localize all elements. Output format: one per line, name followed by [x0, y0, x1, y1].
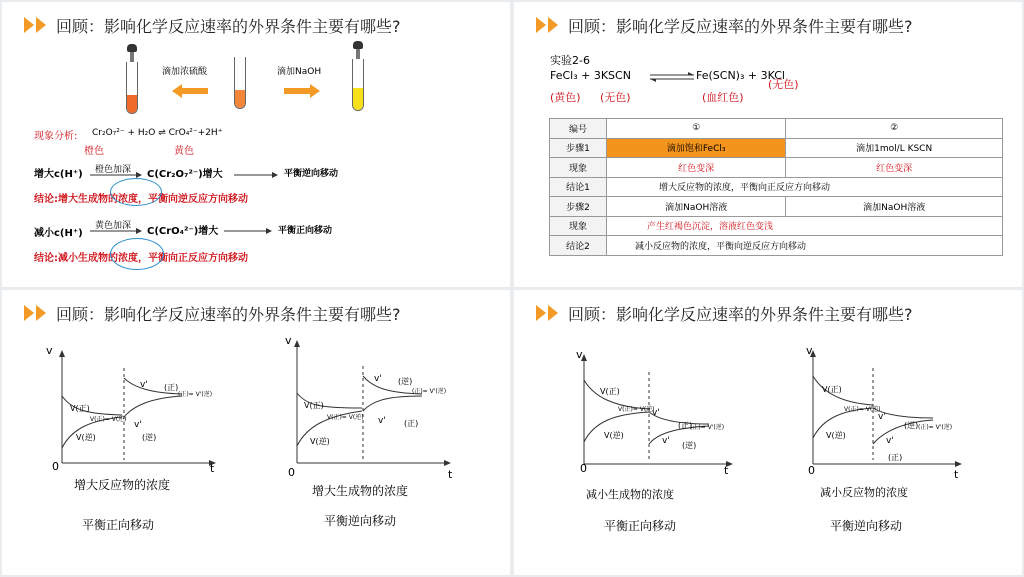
- conclusion-1: 结论:增大生成物的浓度，平衡向逆反应方向移动: [34, 194, 248, 205]
- decrease-h-label: 减小c(H⁺): [34, 228, 83, 239]
- axis-v-label: v: [806, 344, 813, 357]
- table-row: [550, 216, 1003, 236]
- add-naoh-label: 滴加NaOH: [277, 67, 322, 77]
- table-cell: 现象: [550, 216, 607, 236]
- test-tube-orange: [234, 57, 246, 109]
- slide-3[interactable]: [2, 290, 510, 575]
- table-cell: 增大反应物的浓度，平衡向正反应方向移动: [607, 177, 1003, 197]
- graph-4-result: 平衡逆向移动: [830, 519, 903, 533]
- v-forward-label: V(正): [70, 404, 90, 413]
- increase-h-label: 增大c(H⁺): [34, 169, 83, 180]
- graph-1-result: 平衡正向移动: [82, 518, 155, 532]
- origin-label: 0: [808, 464, 815, 477]
- chevron-icon: [24, 305, 48, 321]
- experiment-label: 实验2-6: [550, 54, 590, 67]
- chevron-icon: [536, 17, 560, 33]
- conclusion-2: 结论:减小生成物的浓度，平衡向正反应方向移动: [34, 253, 248, 264]
- table-cell: 产生红褐色沉淀，溶液红色变浅: [607, 216, 1003, 236]
- table-row: [550, 138, 1003, 158]
- v-forward-label: V(正): [304, 401, 324, 410]
- table-row: [550, 177, 1003, 197]
- table-cell: 滴加NaOH溶液: [607, 197, 786, 217]
- reverse-label: (逆): [142, 433, 157, 442]
- phenomenon-label: 现象分析:: [34, 131, 78, 142]
- graph-3-caption: 减小生成物的浓度: [586, 488, 674, 501]
- v-forward-label: V(正): [600, 387, 620, 396]
- colorless-label: (无色): [600, 91, 631, 104]
- blood-red-label: (血红色): [702, 91, 744, 104]
- test-tube-orange-deep: [126, 62, 138, 114]
- equal-prime-label: (正)= V'(逆): [918, 424, 953, 431]
- reverse-label: (逆): [398, 377, 413, 386]
- axis-t-label: t: [954, 468, 959, 481]
- chevron-icon: [24, 17, 48, 33]
- table-cell: 结论1: [550, 177, 607, 197]
- equilibrium-arrow-icon: [650, 72, 694, 82]
- table-cell: 步骤2: [550, 197, 607, 217]
- forward-label: (正): [164, 383, 179, 392]
- shift-reverse-label: 平衡逆向移动: [284, 169, 339, 179]
- equation-right: Fe(SCN)₃ + 3KCl: [696, 69, 785, 82]
- right-arrow-icon: [284, 84, 320, 98]
- v-prime-label: v': [140, 380, 148, 390]
- equal-rate-label: V(正)= V(逆): [90, 416, 127, 423]
- table-row: [550, 119, 1003, 139]
- experiment-table: [549, 118, 1003, 256]
- table-cell: 减小反应物的浓度，平衡向逆反应方向移动: [607, 236, 1003, 256]
- arrow-icon: [90, 228, 142, 234]
- forward-label: (正): [888, 453, 903, 462]
- table-cell: 红色变深: [607, 158, 786, 178]
- graph-2-caption: 增大生成物的浓度: [312, 484, 409, 498]
- axis-v-label: v: [46, 344, 53, 357]
- table-cell: 结论2: [550, 236, 607, 256]
- table-cell: 滴加NaOH溶液: [786, 197, 1003, 217]
- origin-label: 0: [288, 466, 295, 479]
- v-prime-label: v': [652, 408, 660, 418]
- slide-title: 回顾：影响化学反应速率的外界条件主要有哪些?: [568, 16, 913, 36]
- v-prime-label: v': [134, 420, 142, 430]
- vt-graph-1: [42, 348, 222, 468]
- arrow-icon: [224, 228, 272, 234]
- slide-4[interactable]: [514, 290, 1022, 575]
- axis-t-label: t: [724, 464, 729, 477]
- table-cell: 滴加饱和FeCl₃: [607, 138, 786, 158]
- table-cell: ②: [786, 119, 1003, 139]
- equal-rate-label: V(正)= V(逆): [618, 406, 655, 413]
- forward-label: (正): [404, 419, 419, 428]
- axis-v-label: v: [576, 348, 583, 361]
- v-reverse-label: V(逆): [310, 437, 330, 446]
- v-reverse-label: V(逆): [76, 433, 96, 442]
- colorless-label-2: (无色): [768, 78, 799, 91]
- v-prime-label: v': [378, 416, 386, 426]
- v-reverse-label: V(逆): [604, 431, 624, 440]
- table-cell: 红色变深: [786, 158, 1003, 178]
- equal-prime-label: (正)= V'(逆): [412, 388, 447, 395]
- slide-title: 回顾：影响化学反应速率的外界条件主要有哪些?: [568, 304, 913, 324]
- slide-header: [536, 14, 913, 36]
- equal-prime-label: (正)= V'(逆): [690, 424, 725, 431]
- graph-1-caption: 增大反应物的浓度: [74, 478, 171, 492]
- slide-title: 回顾：影响化学反应速率的外界条件主要有哪些?: [56, 16, 401, 36]
- v-prime-label: v': [878, 412, 886, 422]
- orange-label: 橙色: [84, 146, 104, 157]
- shift-forward-label: 平衡正向移动: [278, 226, 333, 236]
- graph-3-result: 平衡正向移动: [604, 519, 677, 533]
- equation-left: FeCl₃ + 3KSCN: [550, 69, 631, 82]
- yellow-color-label: (黄色): [550, 91, 581, 104]
- axis-v-label: v: [285, 334, 292, 347]
- slide-2[interactable]: [514, 2, 1022, 287]
- table-cell: ①: [607, 119, 786, 139]
- reaction-equation: Cr₂O₇²⁻ + H₂O ⇌ CrO₄²⁻+2H⁺: [92, 128, 223, 138]
- vt-graph-4: [798, 348, 968, 472]
- reverse-label: (逆): [682, 441, 697, 450]
- test-tube-yellow: [352, 59, 364, 111]
- table-row: [550, 236, 1003, 256]
- axis-t-label: t: [210, 462, 215, 475]
- highlight-oval: [110, 178, 162, 206]
- arrow-icon: [234, 172, 278, 178]
- highlight-oval: [110, 238, 164, 270]
- orange-deepen-label: 橙色加深: [95, 165, 132, 175]
- v-prime-label: v': [662, 436, 670, 446]
- table-cell: 编号: [550, 119, 607, 139]
- slide-header: [24, 302, 401, 324]
- reverse-label: (逆): [904, 421, 919, 430]
- v-reverse-label: V(逆): [826, 431, 846, 440]
- graph-2-result: 平衡逆向移动: [324, 514, 397, 528]
- axis-t-label: t: [448, 468, 453, 481]
- equal-rate-label: V(正)= V(逆): [327, 414, 364, 421]
- origin-label: 0: [580, 462, 587, 475]
- table-row: [550, 197, 1003, 217]
- graph-4-caption: 减小反应物的浓度: [820, 486, 908, 499]
- table-cell: 步骤1: [550, 138, 607, 158]
- v-prime-label: v': [886, 436, 894, 446]
- chevron-icon: [536, 305, 560, 321]
- left-arrow-icon: [172, 84, 208, 98]
- slide-header: [536, 302, 913, 324]
- slide-title: 回顾：影响化学反应速率的外界条件主要有哪些?: [56, 304, 401, 324]
- yellow-deepen-label: 黄色加深: [95, 221, 132, 231]
- equal-rate-label: V(正)= V(逆): [844, 406, 881, 413]
- cr2o7-increase: C(Cr₂O₇²⁻)增大: [147, 169, 223, 180]
- slide-1[interactable]: [2, 2, 510, 287]
- yellow-label: 黄色: [174, 146, 194, 157]
- v-prime-label: v': [374, 374, 382, 384]
- v-forward-label: V(正): [822, 385, 842, 394]
- forward-label: (正): [678, 421, 693, 430]
- origin-label: 0: [52, 460, 59, 473]
- table-cell: 滴加1mol/L KSCN: [786, 138, 1003, 158]
- table-cell: 现象: [550, 158, 607, 178]
- cro4-increase: C(CrO₄²⁻)增大: [147, 226, 219, 237]
- add-acid-label: 滴加浓硫酸: [162, 67, 208, 77]
- equal-prime-label: (正)= V'(逆): [178, 391, 213, 398]
- table-row: [550, 158, 1003, 178]
- slide-header: [24, 14, 401, 36]
